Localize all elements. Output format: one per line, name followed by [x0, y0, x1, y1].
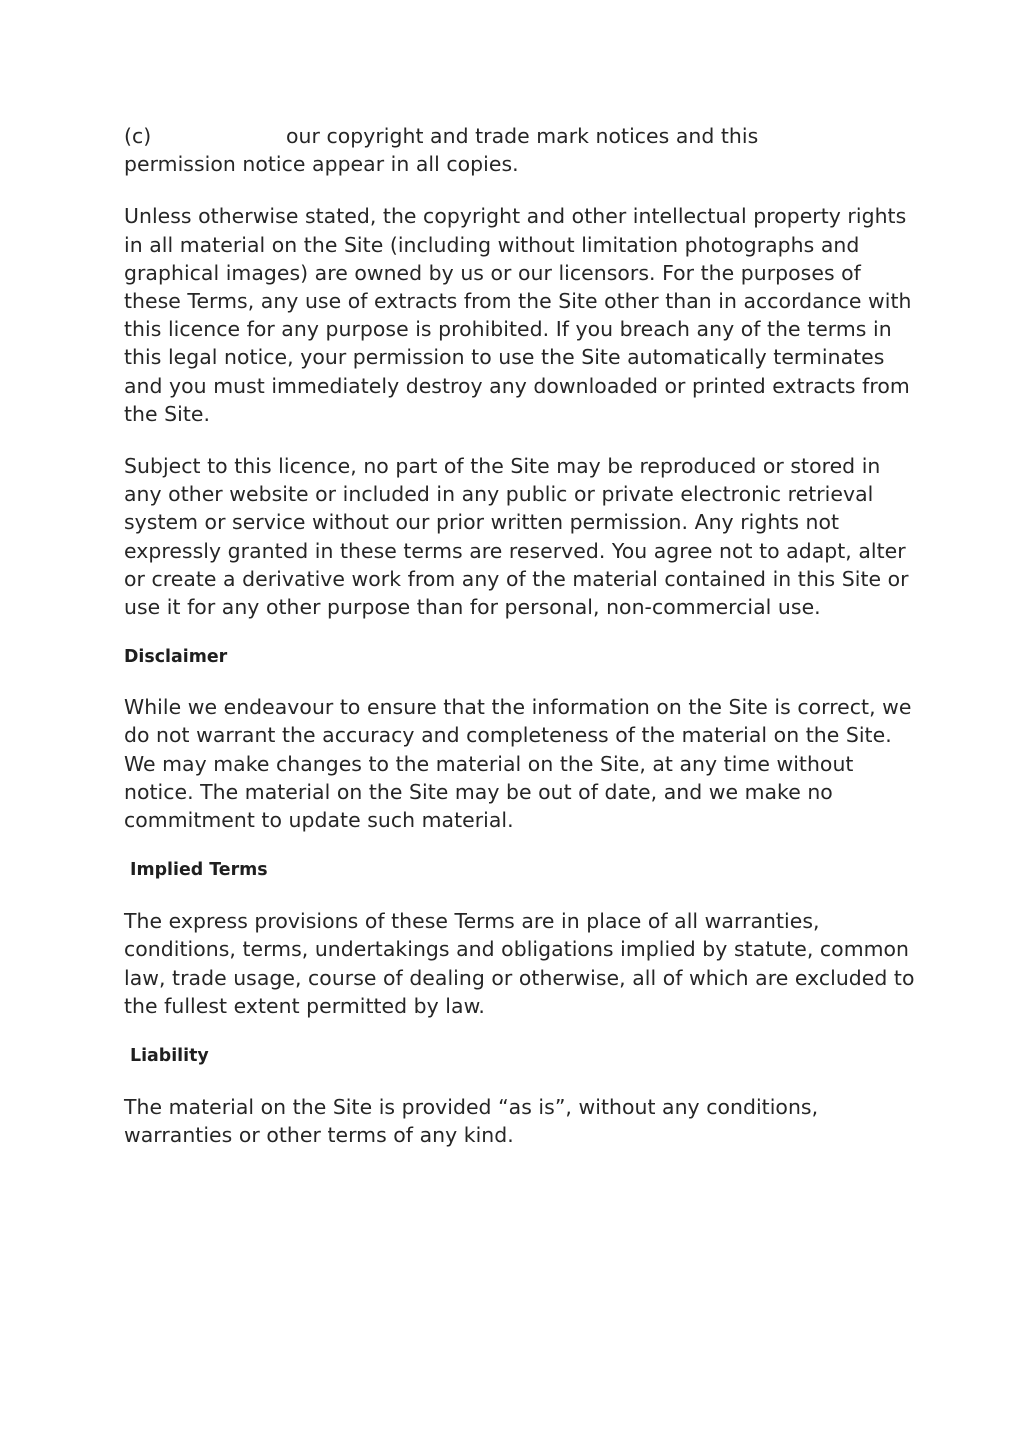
list-marker-c: (c): [124, 124, 152, 148]
heading-liability: Liability: [130, 1046, 209, 1067]
paragraph-licence: Subject to this licence, no part of the Site may be reproduced or stored in any other website or included in any public or private electronic retrieval system or service without our prior written permission. Any rights not expressly granted in these terms are reserved. You agree not to adapt, alter or create a derivative work from any of the material contained in this Site or use it for any other purpose than for personal, non-commercial use.: [124, 454, 909, 620]
paragraph-implied-terms: The express provisions of these Terms are in place of all warranties, conditions, terms, undertakings and obligations implied by statute, common law, trade usage, course of dealing or otherwise, all of which are excluded to the fullest extent permitted by law.: [124, 909, 915, 1018]
heading-implied-terms: Implied Terms: [130, 860, 268, 881]
list-item-c-line1: [124, 122, 924, 150]
list-item-c: [124, 122, 924, 178]
paragraph-disclaimer: While we endeavour to ensure that the information on the Site is correct, we do not warrant the accuracy and completeness of the material on the Site. We may make changes to the material on the Site, at any time without notice. The material on the Site may be out of date, and we make no commitment to update such material.: [124, 695, 912, 833]
list-item-c-text: our copyright and trade mark notices and this: [286, 124, 759, 148]
heading-disclaimer: Disclaimer: [124, 647, 228, 668]
document-page: [124, 122, 924, 1173]
paragraph-intellectual-property: Unless otherwise stated, the copyright and other intellectual property rights in all material on the Site (including without limitation photographs and graphical images) are owned by us or our licensors. For the purposes of these Terms, any use of extracts from the Site other than in accordance with this licence for any purpose is prohibited. If you breach any of the terms in this legal notice, your permission to use the Site automatically terminates and you must immediately destroy any downloaded or printed extracts from the Site.: [124, 204, 912, 426]
paragraph-liability: The material on the Site is provided “as is”, without any conditions, warranties or other terms of any kind.: [124, 1095, 819, 1148]
list-item-c-continuation: permission notice appear in all copies.: [124, 152, 519, 177]
